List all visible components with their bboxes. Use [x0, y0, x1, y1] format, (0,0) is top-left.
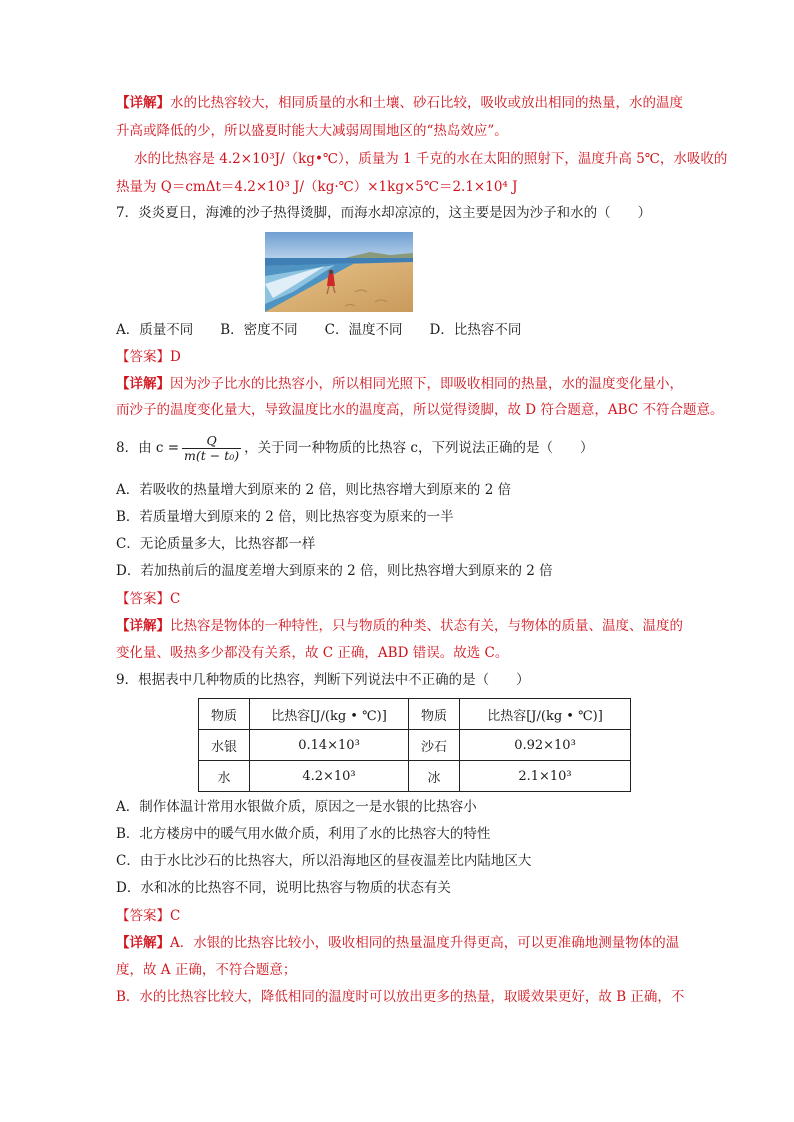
table-header-cell: 物质 — [409, 699, 460, 730]
q8-explain-line1: 【详解】比热容是物体的一种特性，只与物质的种类、状态有关，与物体的质量、温度、温度的 — [116, 618, 683, 634]
beach-photo — [265, 232, 413, 312]
q8-explain-line2: 变化量、吸热多少都没有关系，故 C 正确，ABD 错误。故选 C。 — [116, 645, 509, 661]
table-cell: 冰 — [409, 761, 460, 792]
explain-label: 【详解】 — [116, 376, 170, 392]
q8-stem: 8．由 c = $\frac{Q}{\text{m(t − t₀)}}$ ，关于同一种物质的比热容 c，下列说法正确的是（ ） — [116, 433, 594, 463]
explain-label: 【详解】 — [116, 935, 170, 951]
table-header-row — [199, 699, 631, 730]
q9-option-b: B．北方楼房中的暖气用水做介质，利用了水的比热容大的特性 — [116, 826, 491, 842]
q8-option-b: B．若质量增大到原来的 2 倍，则比热容变为原来的一半 — [116, 509, 454, 525]
q6-explain-line2: 升高或降低的少，所以盛夏时能大大减弱周围地区的“热岛效应”。 — [116, 123, 508, 139]
q8-option-c: C．无论质量多大，比热容都一样 — [116, 536, 316, 552]
q9-option-a: A．制作体温计常用水银做介质，原因之一是水银的比热容小 — [116, 799, 477, 815]
q9-option-c: C．由于水比沙石的比热容大，所以沿海地区的昼夜温差比内陆地区大 — [116, 853, 532, 869]
q9-option-d: D．水和冰的比热容不同，说明比热容与物质的状态有关 — [116, 880, 451, 896]
table-cell: 沙石 — [409, 730, 460, 761]
table-cell: 4.2×10³ — [250, 761, 409, 792]
specific-heat-formula: $\frac{Q}{\text{m(t − t₀)}}$ — [184, 433, 240, 463]
table-header-cell: 物质 — [199, 699, 250, 730]
table-cell: 水 — [199, 761, 250, 792]
explain-label: 【详解】 — [116, 618, 170, 634]
table-cell: 0.14×10³ — [250, 730, 409, 761]
table-header-cell: 比热容[J/(kg • ℃)] — [250, 699, 409, 730]
table-row — [199, 761, 631, 792]
q7-stem: 7．炎炎夏日，海滩的沙子热得烫脚，而海水却凉凉的，这主要是因为沙子和水的（ ） — [116, 205, 652, 221]
q6-explain-line1: 【详解】水的比热容较大，相同质量的水和土壤、砂石比较，吸收或放出相同的热量，水的温度 — [116, 95, 683, 111]
table-cell: 水银 — [199, 730, 250, 761]
q6-explain-line3: 水的比热容是 4.2×10³J/（kg•℃），质量为 1 千克的水在太阳的照射下，温度升高 5℃，水吸收的 — [134, 151, 728, 167]
q7-explain-line1: 【详解】因为沙子比水的比热容小，所以相同光照下，即吸收相同的热量，水的温度变化量小， — [116, 376, 683, 392]
q9-explain-line1: 【详解】A．水银的比热容比较小，吸收相同的热量温度升得更高，可以更准确地测量物体的温 — [116, 935, 680, 951]
specific-heat-table — [198, 698, 631, 792]
table-header-cell: 比热容[J/(kg • ℃)] — [460, 699, 631, 730]
table-cell: 2.1×10³ — [460, 761, 631, 792]
q8-option-d: D．若加热前后的温度差增大到原来的 2 倍，则比热容增大到原来的 2 倍 — [116, 563, 553, 579]
q7-explain-line2: 而沙子的温度变化量大，导致温度比水的温度高，所以觉得烫脚，故 D 符合题意，ABC 不符合题意。 — [116, 402, 724, 418]
q7-options: A．质量不同 B．密度不同 C．温度不同 D．比热容不同 — [116, 322, 522, 338]
q8-option-a: A．若吸收的热量增大到原来的 2 倍，则比热容增大到原来的 2 倍 — [116, 482, 512, 498]
table-row — [199, 730, 631, 761]
table-cell: 0.92×10³ — [460, 730, 631, 761]
q9-stem: 9．根据表中几种物质的比热容，判断下列说法中不正确的是（ ） — [116, 672, 530, 688]
q7-answer: 【答案】D — [116, 349, 181, 365]
explain-label: 【详解】 — [116, 95, 170, 111]
q9-explain-line3: B．水的比热容比较大，降低相同的温度时可以放出更多的热量，取暖效果更好，故 B 正确，不 — [116, 989, 685, 1005]
q9-explain-line2: 度，故 A 正确，不符合题意； — [116, 962, 297, 978]
q6-explain-line4: 热量为 Q＝cmΔt＝4.2×10³ J/（kg·℃）×1kg×5℃＝2.1×10⁴ J — [116, 179, 518, 195]
q9-answer: 【答案】C — [116, 908, 181, 924]
q8-answer: 【答案】C — [116, 591, 181, 607]
